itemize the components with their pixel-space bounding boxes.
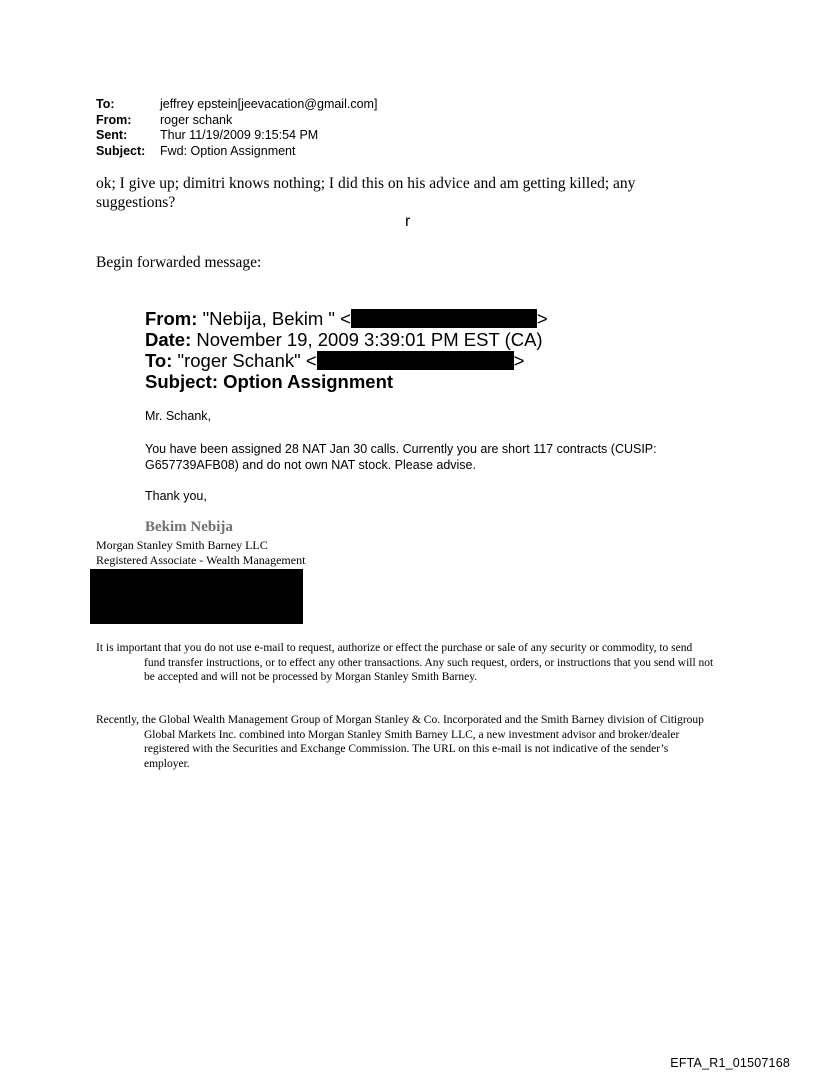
- header-subject-row: [96, 144, 377, 160]
- email-body-text: ok; I give up; dimitri knows nothing; I did this on his advice and am getting killed; any suggestions?: [96, 175, 636, 211]
- header-from-label: From:: [96, 112, 132, 127]
- signature-title: Registered Associate - Wealth Management: [96, 553, 306, 567]
- forwarded-to-row: [145, 350, 548, 371]
- redaction-box: [351, 309, 537, 328]
- forwarded-subject-label: Subject:: [145, 371, 218, 392]
- header-from-row: [96, 113, 377, 129]
- header-to-label: To:: [96, 97, 115, 111]
- forwarded-to-value-prefix: "roger Schank" <: [177, 350, 317, 371]
- disclaimer-paragraph: Recently, the Global Wealth Management Group of Morgan Stanley & Co. Incorporated and the Smith Barney division of Citigroup Global Markets Inc. combined into Morgan Stanley Smith Barney LLC, a new investment advisor and broker/dealer registered with the Securities and Exchange Commission. The URL on this e-mail is not indicative of the sender’s employer.: [96, 714, 704, 770]
- forwarded-from-row: [145, 308, 548, 329]
- forwarded-date-row: [145, 329, 548, 350]
- forwarded-from-value-suffix: >: [536, 308, 548, 329]
- signature-name: Bekim Nebija: [145, 519, 233, 535]
- header-to-value: jeffrey epstein[jeevacation@gmail.com]: [160, 97, 378, 111]
- forwarded-header: [145, 308, 548, 392]
- forwarded-subject-value: Option Assignment: [223, 371, 394, 392]
- header-sent-label: Sent:: [96, 128, 128, 142]
- forwarded-date-label: Date:: [145, 329, 192, 350]
- sender-initial: r: [405, 213, 411, 230]
- signature-redaction-box: [90, 569, 303, 624]
- forwarded-date-value: November 19, 2009 3:39:01 PM EST (CA): [196, 329, 543, 350]
- redaction-box: [317, 351, 514, 370]
- forwarded-subject-row: [145, 371, 548, 392]
- header-sent-row: [96, 128, 377, 144]
- header-sent-value: Thur 11/19/2009 9:15:54 PM: [160, 128, 319, 142]
- header-subject-label: Subject:: [96, 143, 146, 158]
- forwarded-to-label: To:: [145, 350, 173, 371]
- bates-number: EFTA_R1_01507168: [670, 1056, 790, 1070]
- message-closing: Thank you,: [145, 489, 207, 503]
- forwarded-to-value-suffix: >: [513, 350, 525, 371]
- message-body: You have been assigned 28 NAT Jan 30 calls. Currently you are short 117 contracts (CUSIP: G657739AFB08) and do not own NAT stock. Please advise.: [145, 442, 657, 472]
- forwarded-from-label: From:: [145, 308, 198, 329]
- header-from-value: roger schank: [160, 112, 233, 127]
- message-salutation: Mr. Schank,: [145, 409, 211, 423]
- email-header: [96, 97, 377, 159]
- signature-company: Morgan Stanley Smith Barney LLC: [96, 538, 268, 552]
- forward-intro: Begin forwarded message:: [96, 254, 262, 271]
- header-subject-value: Fwd: Option Assignment: [160, 143, 296, 158]
- forwarded-from-value-prefix: "Nebija, Bekim " <: [202, 308, 351, 329]
- header-to-row: [96, 97, 377, 113]
- disclaimer-paragraph: It is important that you do not use e-mail to request, authorize or effect the purchase or sale of any security or commodity, to send fund transfer instructions, or to effect any other transactions. Any such request, orders, or instructions that you send will not be accepted and will not be processed by Morgan Stanley Smith Barney.: [96, 642, 714, 683]
